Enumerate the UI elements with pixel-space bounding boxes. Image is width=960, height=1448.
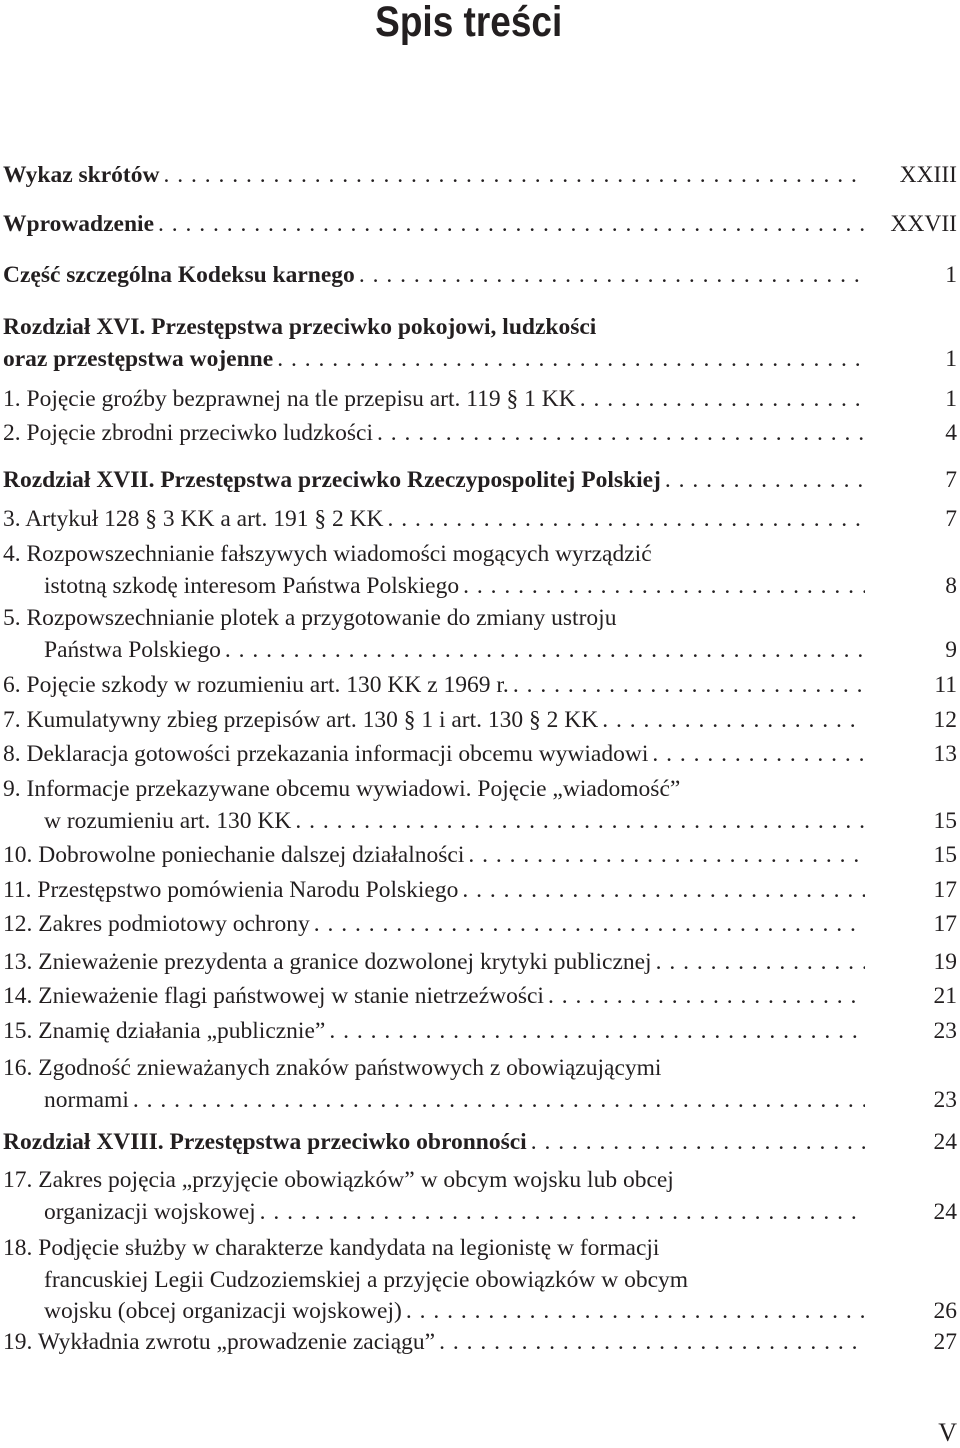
- toc-entry-title: Wykaz skrótów: [3, 162, 160, 188]
- toc-entry-title: Część szczególna Kodeksu karnego: [3, 262, 355, 288]
- toc-entry[interactable]: [3, 739, 957, 771]
- toc-entry[interactable]: [3, 840, 957, 872]
- toc-page-number: 7: [945, 467, 957, 493]
- toc-entry-title: wojsku (obcej organizacji wojskowej): [44, 1298, 402, 1324]
- toc-entry[interactable]: [3, 705, 957, 737]
- toc-page-number: 21: [933, 983, 957, 1009]
- toc-entry[interactable]: [3, 875, 957, 907]
- toc-entry-title: 6. Pojęcie szkody w rozumieniu art. 130 KK z 1969 r.: [3, 672, 509, 698]
- toc-entry[interactable]: [3, 774, 957, 837]
- toc-page-number: XXIII: [899, 162, 957, 188]
- toc-entry-title: Wprowadzenie: [3, 211, 155, 237]
- toc-entry-line: [3, 1327, 957, 1359]
- page-title: Spis treści: [375, 0, 563, 46]
- toc-entry[interactable]: [3, 670, 957, 702]
- toc-entry-title: 4. Rozpowszechnianie fałszywych wiadomości mogących wyrządzić: [3, 541, 652, 567]
- dot-leaders: [513, 670, 865, 702]
- dot-leaders: [531, 1127, 865, 1159]
- toc-page-number: 23: [933, 1086, 957, 1113]
- toc-entry-title: istotną szkodę interesom Państwa Polskiego: [44, 572, 460, 599]
- dot-leaders: [359, 260, 865, 292]
- toc-page-number: 27: [933, 1329, 957, 1355]
- toc-entry-title: Państwa Polskiego: [44, 636, 221, 663]
- toc-entry-title: 2. Pojęcie zbrodni przeciwko ludzkości: [3, 420, 374, 446]
- toc-entry[interactable]: [3, 603, 957, 666]
- dot-leaders: [462, 875, 865, 907]
- dot-leaders: [158, 209, 865, 241]
- dot-leaders: [602, 705, 865, 737]
- toc-entry[interactable]: [3, 1127, 957, 1159]
- toc-entry-line: [3, 418, 957, 450]
- toc-entry-line: [3, 384, 957, 416]
- dot-leaders: [439, 1327, 865, 1359]
- toc-entry[interactable]: [3, 1233, 957, 1328]
- toc-entry-line: [3, 1053, 957, 1085]
- toc-entry-line: [3, 603, 957, 635]
- toc-entry-line: [3, 981, 957, 1013]
- toc-entry-line: [3, 774, 957, 806]
- toc-entry-line: [3, 947, 957, 979]
- toc-entry[interactable]: [3, 981, 957, 1013]
- toc-entry-title: 5. Rozpowszechnianie plotek a przygotowanie do zmiany ustroju: [3, 605, 617, 631]
- dot-leaders: [377, 418, 865, 450]
- toc-entry-line: [3, 635, 957, 667]
- toc-entry[interactable]: [3, 418, 957, 450]
- toc-page-number: 1: [945, 345, 957, 372]
- toc-entry-title: Rozdział XVIII. Przestępstwa przeciwko obronności: [3, 1129, 527, 1155]
- dot-leaders: [656, 947, 865, 979]
- toc-page-number: 11: [934, 672, 957, 698]
- toc-page-number: 13: [933, 741, 957, 767]
- toc-entry-line: [3, 806, 957, 838]
- toc-entry-title: 7. Kumulatywny zbieg przepisów art. 130 § 1 i art. 130 § 2 KK: [3, 707, 599, 733]
- toc-entry-title: 9. Informacje przekazywane obcemu wywiadowi. Pojęcie „wiadomość”: [3, 776, 681, 802]
- toc-entry-title: normami: [44, 1086, 129, 1113]
- toc-entry-line: [3, 344, 957, 376]
- page-number-footer: V: [938, 1418, 957, 1447]
- toc-entry-title: 1. Pojęcie groźby bezprawnej na tle przepisu art. 119 § 1 KK: [3, 386, 576, 412]
- toc-entry-line: [3, 260, 957, 292]
- dot-leaders: [277, 344, 865, 376]
- toc-entry-title: 3. Artykuł 128 § 3 KK a art. 191 § 2 KK: [3, 506, 384, 532]
- dot-leaders: [163, 160, 865, 192]
- toc-entry[interactable]: [3, 947, 957, 979]
- toc-page-number: 4: [945, 420, 957, 446]
- toc-entry[interactable]: [3, 384, 957, 416]
- toc-entry-line: [3, 1016, 957, 1048]
- dot-leaders: [388, 504, 865, 536]
- toc-entry-line: [3, 705, 957, 737]
- toc-entry-title: 17. Zakres pojęcia „przyjęcie obowiązków” w obcym wojsku lub obcej: [3, 1167, 674, 1193]
- toc-entry[interactable]: [3, 1053, 957, 1116]
- dot-leaders: [133, 1085, 865, 1117]
- toc-entry[interactable]: [3, 504, 957, 536]
- toc-page-number: 17: [933, 911, 957, 937]
- toc-page-number: 26: [933, 1298, 957, 1324]
- toc-page-number: 15: [933, 842, 957, 868]
- toc-entry-title: 15. Znamię działania „publicznie”: [3, 1018, 326, 1044]
- toc-entry[interactable]: [3, 465, 957, 497]
- dot-leaders: [406, 1296, 865, 1328]
- dot-leaders: [463, 571, 865, 603]
- toc-entry[interactable]: [3, 312, 957, 375]
- toc-entry-title: francuskiej Legii Cudzoziemskiej a przyjęcie obowiązków w obcym: [44, 1266, 689, 1293]
- dot-leaders: [260, 1197, 865, 1229]
- toc-page-number: 24: [933, 1198, 957, 1225]
- toc-entry-line: [3, 571, 957, 603]
- toc-entry[interactable]: [3, 160, 957, 192]
- dot-leaders: [665, 465, 865, 497]
- toc-entry-line: [3, 840, 957, 872]
- toc-entry-line: [3, 465, 957, 497]
- dot-leaders: [652, 739, 865, 771]
- toc-entry-line: [3, 875, 957, 907]
- toc-entry-title: w rozumieniu art. 130 KK: [44, 807, 292, 834]
- toc-entry-line: [3, 504, 957, 536]
- toc-entry-title: 8. Deklaracja gotowości przekazania informacji obcemu wywiadowi: [3, 741, 649, 767]
- toc-entry-title: Rozdział XVI. Przestępstwa przeciwko pokojowi, ludzkości: [3, 314, 597, 340]
- toc-page-number: 19: [933, 949, 957, 975]
- toc-entry-title: oraz przestępstwa wojenne: [3, 345, 274, 372]
- toc-entry-line: [3, 670, 957, 702]
- toc-entry-title: 19. Wykładnia zwrotu „prowadzenie zaciągu”: [3, 1329, 436, 1355]
- toc-entry-line: [3, 160, 957, 192]
- dot-leaders: [329, 1016, 865, 1048]
- toc-page-number: 8: [945, 572, 957, 599]
- toc-entry-line: [3, 1296, 957, 1328]
- toc-entry-line: [3, 1233, 957, 1265]
- dot-leaders: [225, 635, 865, 667]
- toc-entry-line: [3, 909, 957, 941]
- toc-page-number: 9: [945, 636, 957, 663]
- toc-page-number: 17: [933, 877, 957, 903]
- toc-entry-title: organizacji wojskowej: [44, 1198, 256, 1225]
- toc-entry-line: [3, 1085, 957, 1117]
- toc-entry-title: Rozdział XVII. Przestępstwa przeciwko Rzeczypospolitej Polskiej: [3, 467, 661, 493]
- toc-entry-title: 18. Podjęcie służby w charakterze kandydata na legionistę w formacji: [3, 1235, 660, 1261]
- toc-entry[interactable]: [3, 539, 957, 602]
- toc-page-number: XXVII: [890, 211, 957, 237]
- toc-entry-line: [3, 1127, 957, 1159]
- toc-page-number: 1: [945, 262, 957, 288]
- toc-entry[interactable]: [3, 1327, 957, 1359]
- toc-page-number: 15: [933, 807, 957, 834]
- toc-entry-title: 11. Przestępstwo pomówienia Narodu Polskiego: [3, 877, 459, 903]
- toc-entry[interactable]: [3, 1016, 957, 1048]
- toc-entry[interactable]: [3, 209, 957, 241]
- toc-entry-title: 12. Zakres podmiotowy ochrony: [3, 911, 310, 937]
- toc-entry[interactable]: [3, 1165, 957, 1228]
- dot-leaders: [548, 981, 865, 1013]
- toc-entry-line: [3, 539, 957, 571]
- toc-entry-line: [3, 1265, 957, 1297]
- dot-leaders: [580, 384, 865, 416]
- toc-entry-title: 14. Znieważenie flagi państwowej w stanie nietrzeźwości: [3, 983, 544, 1009]
- toc-entry-line: [3, 1197, 957, 1229]
- toc-entry-line: [3, 1165, 957, 1197]
- toc-entry-line: [3, 209, 957, 241]
- toc-page-number: 7: [945, 506, 957, 532]
- toc-page-number: 24: [933, 1129, 957, 1155]
- toc-entry[interactable]: [3, 260, 957, 292]
- toc-entry-line: [3, 312, 957, 344]
- dot-leaders: [295, 806, 865, 838]
- toc-entry[interactable]: [3, 909, 957, 941]
- dot-leaders: [314, 909, 865, 941]
- toc-entry-line: [3, 739, 957, 771]
- toc-page-number: 1: [945, 386, 957, 412]
- toc-entry-title: 10. Dobrowolne poniechanie dalszej działalności: [3, 842, 465, 868]
- toc-page-number: 12: [933, 707, 957, 733]
- toc-entry-title: 13. Znieważenie prezydenta a granice dozwolonej krytyki publicznej: [3, 949, 652, 975]
- dot-leaders: [468, 840, 865, 872]
- toc-entry-title: 16. Zgodność znieważanych znaków państwowych z obowiązującymi: [3, 1055, 662, 1081]
- toc-page-number: 23: [933, 1018, 957, 1044]
